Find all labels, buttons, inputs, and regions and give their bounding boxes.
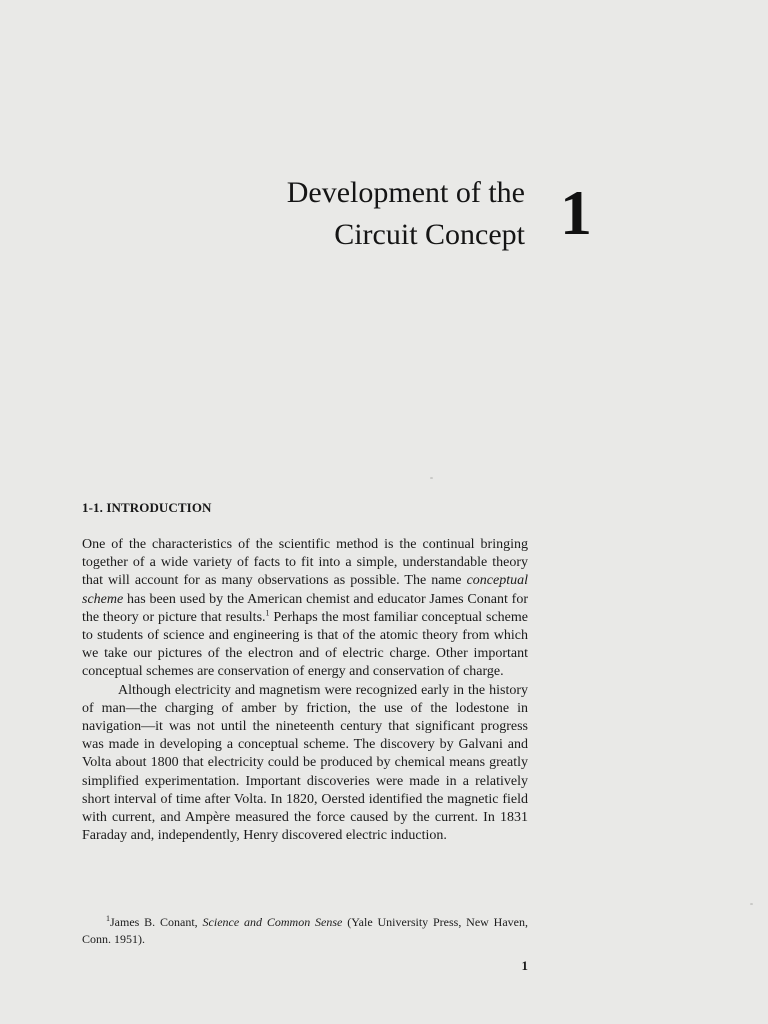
footnote-publisher: (Yale University Press, New Haven, Conn. 1951). xyxy=(82,915,528,946)
paragraph-1 xyxy=(82,536,528,682)
paragraph-1-text-a: One of the characteristics of the scientific method is the continual bringing together of a wide variety of facts to fit into a simple, understandable theory that will account for as many observations as possible. The name xyxy=(82,537,528,589)
paragraph-1-text-b: has been used by the American chemist and educator James Conant for the theory or picture that results. xyxy=(82,591,528,625)
chapter-title-line-2: Circuit Concept xyxy=(334,218,525,251)
print-speck xyxy=(750,903,753,905)
page-number: 1 xyxy=(521,958,528,973)
paragraph-1-italic-term: conceptual scheme xyxy=(82,573,528,607)
footnote-mark: 1 xyxy=(106,914,110,923)
chapter-number: 1 xyxy=(560,177,592,248)
footnote-author: James B. Conant, xyxy=(110,915,203,929)
footnote xyxy=(82,914,528,948)
paragraph-1-text-c: Perhaps the most familiar conceptual scheme to students of science and engineering is that of the atomic theory from which we take our pictures of the electron and of electric charge. Other important conceptual schemes are conservation of energy and conservation of charge. xyxy=(82,609,528,680)
section-heading: 1-1. INTRODUCTION xyxy=(82,500,212,515)
body-text xyxy=(82,536,528,845)
paragraph-2: Although electricity and magnetism were recognized early in the history of man—the charging of amber by friction, the use of the lodestone in navigation—it was not until the nineteenth century that significant progress was made in developing a conceptual scheme. The discovery by Galvani and Volta about 1800 that electricity could be produced by chemical means greatly simplified experimentation. Important discoveries were made in a relatively short interval of time after Volta. In 1820, Oersted identified the magnetic field with current, and Ampère measured the force caused by the current. In 1831 Faraday and, independently, Henry discovered electric induction. xyxy=(82,682,528,844)
chapter-title xyxy=(287,172,525,256)
print-speck xyxy=(430,477,433,479)
footnote-book-title: Science and Common Sense xyxy=(202,915,343,929)
chapter-title-line-1: Development of the xyxy=(286,176,525,209)
footnote-reference: 1 xyxy=(265,608,270,618)
